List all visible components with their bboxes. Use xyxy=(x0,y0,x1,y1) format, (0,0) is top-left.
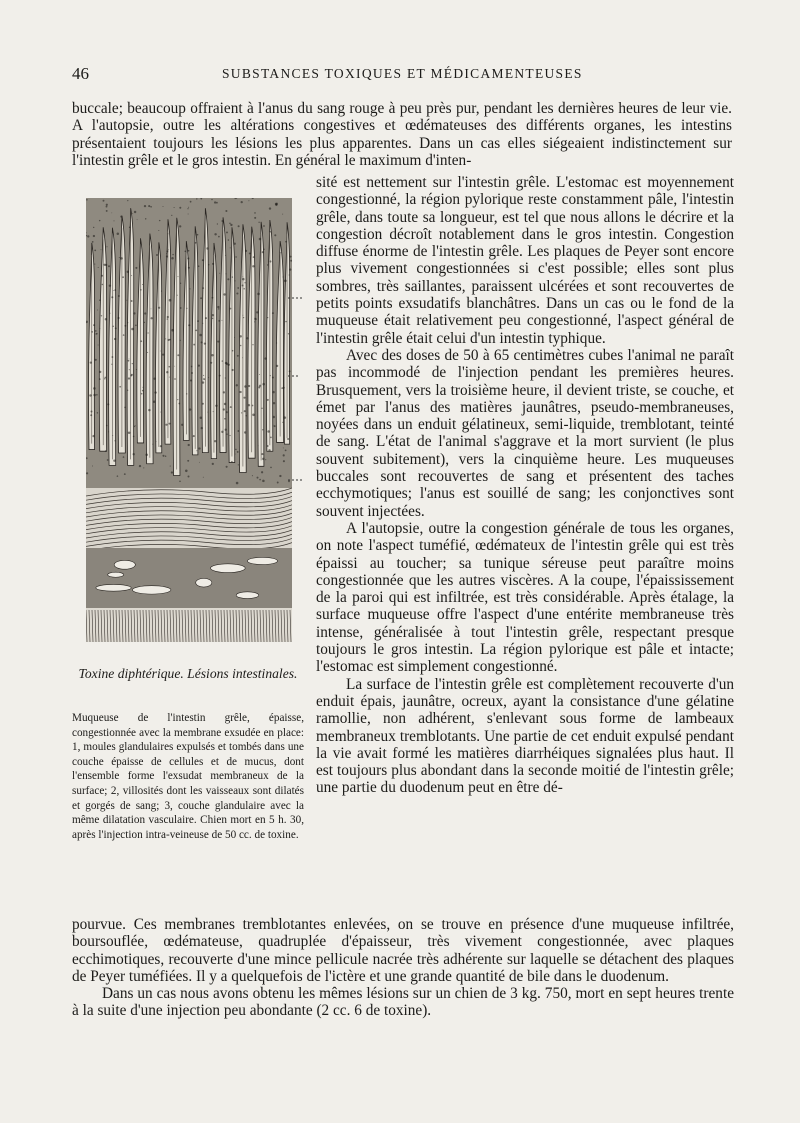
paragraph: Dans un cas nous avons obtenu les mêmes lésions sur un chien de 3 kg. 750, mort en sept heures trente à la suite d'une injection peu abondante (2 cc. 6 de toxine). xyxy=(72,985,734,1020)
bottom-paragraph-block xyxy=(72,916,734,1020)
intestinal-histology-illustration xyxy=(86,198,292,642)
page-header xyxy=(72,64,732,88)
top-paragraph-block xyxy=(72,100,732,169)
figure-leader-marks xyxy=(288,198,312,642)
page-number: 46 xyxy=(72,64,89,83)
right-column-text xyxy=(316,174,734,797)
paragraph: La surface de l'intestin grêle est complètement recouverte d'un enduit épais, jaunâtre, ocreux, ayant la consistance d'une gélatine ramollie, non adhérent, s'enlevant sous forme de lambeaux membraneux tremblotants. Une partie de cet enduit expulsé pendant la vie avait formé les matières diarrhéiques signalées plus haut. Il est toujours plus abondant dans la seconde moitié de l'intestin grêle; une partie du duodenum peut en être dé- xyxy=(316,675,734,797)
figure-caption-body: Muqueuse de l'intestin grêle, épaisse, congestionnée avec la membrane exsudée en place: 1, moules glandulaires expulsés et tombés dans une couche épaisse de cellules et de mucus, dont l'ensemble forme l'exsudat membraneux de la surface; 2, villosités dont les vaisseaux sont dilatés et gorgés de sang; 3, couche glandulaire avec la même dilatation vasculaire. Chien mort en 5 h. 30, après l'injection intra-veineuse de 50 cc. de toxine. xyxy=(72,712,304,841)
paragraph: Avec des doses de 50 à 65 centimètres cubes l'animal ne paraît pas incommodé de l'injection pendant les premières heures. Brusquement, vers la troisième heure, il devient triste, se couche, et émet par l'anus des matières jaunâtres, pseudo-membraneuses, noyées dans un enduit gélatineux, semi-liquide, tremblotant, teinté de sang. L'état de l'animal s'aggrave et la mort survient (le plus souvent subitement), vers la cinquième heure. Les muqueuses buccales sont recouvertes de sang et présentent des taches ecchymotiques; l'anus est souillé de sang; les conjonctives sont souvent injectées. xyxy=(316,346,734,520)
paragraph: sité est nettement sur l'intestin grêle. L'estomac est moyennement congestionné, la région pylorique reste constamment pâle, l'intestin grêle, dans toute sa longueur, est tel que nous allons le décrire et la congestion décroît notablement dans le gros intestin. Congestion diffuse énorme de l'intestin grêle. Les plaques de Peyer sont encore plus vivement congestionnées si c'est possible; elles sont plus sombres, très saillantes, paraissent ulcérées et sont recouvertes de petits points exsudatifs blanchâtres. Dans un cas ou le fond de la muqueuse était relativement peu congestionné, l'aspect général de l'intestin grêle était celui d'un intestin typhique. xyxy=(316,174,734,347)
paragraph: buccale; beaucoup offraient à l'anus du sang rouge à peu près pur, pendant les dernières heures de leur vie. A l'autopsie, outre les altérations congestives et œdémateuses des différents organes, les intestins présentaient toujours les lésions les plus apparentes. Dans un cas elles siégeaient indistinctement sur l'intestin grêle et le gros intestin. En général le maximum d'inten- xyxy=(72,100,732,169)
histology-figure xyxy=(86,198,292,642)
running-title: SUBSTANCES TOXIQUES ET MÉDICAMENTEUSES xyxy=(222,66,583,81)
figure-caption-title: Toxine diphtérique. Lésions intestinales. xyxy=(78,666,298,681)
paragraph: A l'autopsie, outre la congestion générale de tous les organes, on note l'aspect tuméfié, œdémateux de l'intestin grêle qui est très épaissi au toucher; sa tunique séreuse peut paraître moins congestionnée que les autres viscères. A la coupe, l'épaississement de la paroi qui est infiltrée, est très considérable. Après étalage, la surface muqueuse offre l'aspect d'une entérite membraneuse très intense, généralisée à tout l'intestin grêle, respectant presque toujours le gros intestin. La région pylorique est pâle et intacte; l'estomac est simplement congestionné. xyxy=(316,519,734,676)
paragraph: pourvue. Ces membranes tremblotantes enlevées, on se trouve en présence d'une muqueuse infiltrée, boursouflée, œdémateuse, quadruplée d'épaisseur, très vivement congestionnée, avec plaques ecchimotiques, recouverte d'une mince pellicule nacrée très adhérente sur laquelle se détachent des plaques de Peyer tuméfiées. Il y a quelquefois de l'ictère et une grande quantité de bile dans le duodenum. xyxy=(72,916,734,985)
